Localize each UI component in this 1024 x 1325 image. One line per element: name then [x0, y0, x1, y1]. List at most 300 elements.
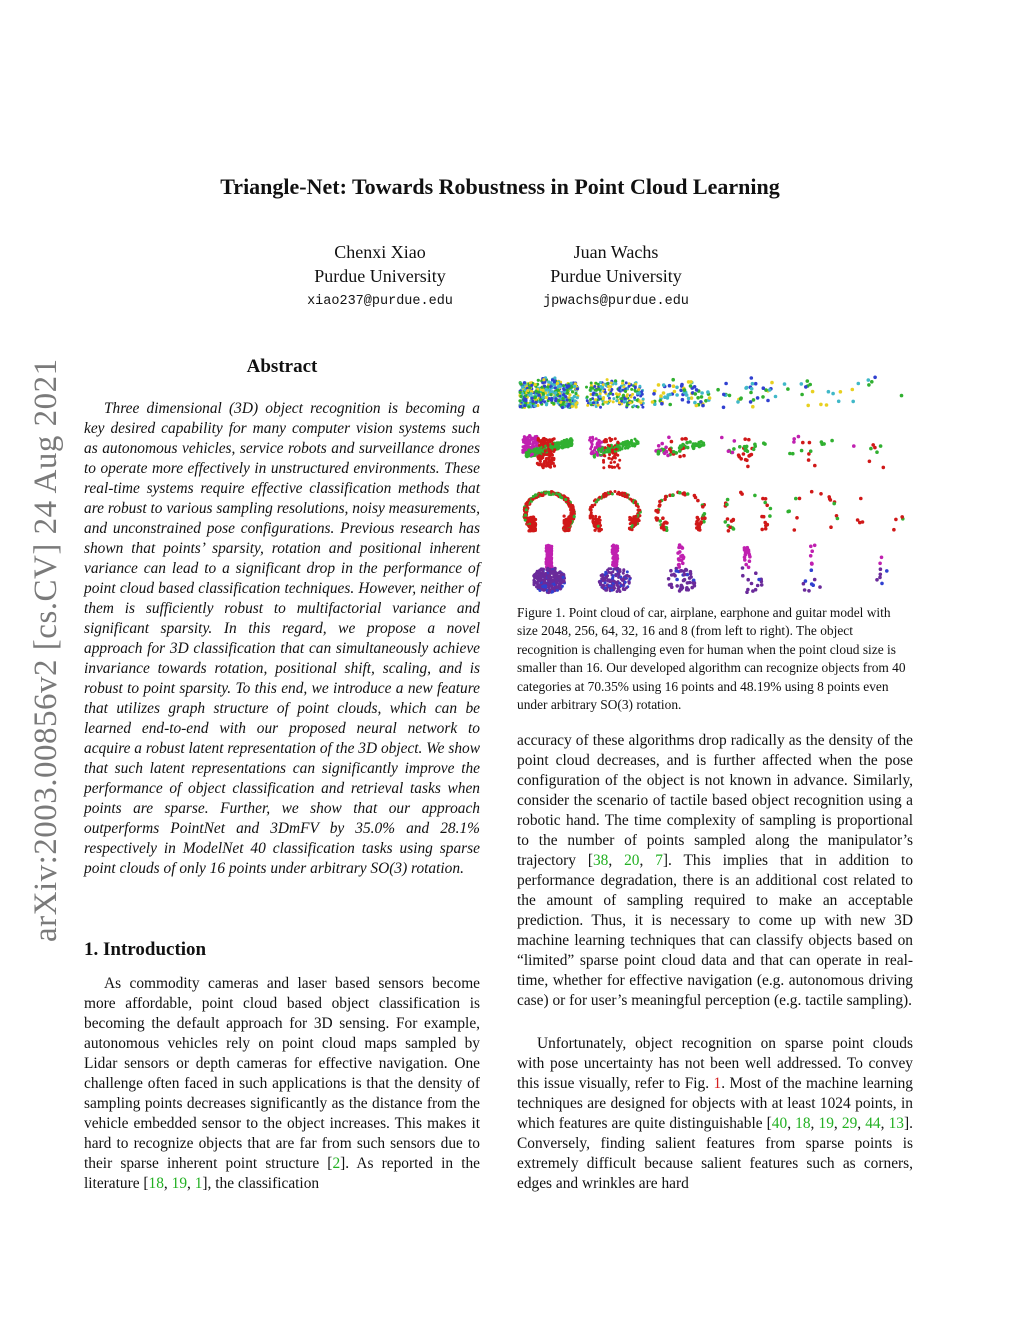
point [765, 504, 769, 508]
point [747, 550, 751, 554]
point [689, 570, 693, 574]
point-cloud-guitar-32 [741, 546, 764, 594]
point-cloud-airplane-16 [788, 435, 834, 468]
point [561, 585, 564, 588]
point [811, 390, 815, 394]
point [871, 443, 875, 447]
point [568, 443, 571, 446]
point [836, 517, 840, 521]
point [608, 397, 611, 400]
point [701, 404, 705, 408]
point [595, 437, 598, 440]
point [739, 457, 743, 461]
point [634, 386, 637, 389]
point [618, 393, 621, 396]
point [693, 401, 697, 405]
point [634, 501, 637, 504]
point [525, 451, 528, 454]
citation-link[interactable]: 18 [795, 1115, 811, 1132]
point [539, 463, 542, 466]
point [551, 457, 554, 460]
point [608, 388, 611, 391]
point [762, 386, 766, 390]
point [663, 452, 667, 456]
point [553, 445, 556, 448]
point [566, 439, 569, 442]
point [534, 442, 537, 445]
point [568, 517, 571, 520]
point [618, 573, 621, 576]
author-email[interactable]: jpwachs@purdue.edu [543, 294, 689, 309]
point [751, 589, 755, 593]
point [542, 389, 545, 392]
figure-reference-link[interactable]: 1 [713, 1075, 722, 1092]
point [621, 382, 624, 385]
point [608, 567, 611, 570]
point [733, 439, 737, 443]
point [519, 395, 522, 398]
point [809, 449, 813, 453]
point [551, 571, 554, 574]
citation-link[interactable]: 38 [592, 852, 609, 869]
point [603, 454, 606, 457]
point [642, 398, 645, 401]
point [722, 393, 726, 397]
point [697, 522, 701, 526]
point [744, 386, 748, 390]
point [677, 563, 681, 567]
point-cloud-earphone-16 [786, 490, 839, 532]
point [727, 529, 731, 533]
point [561, 446, 564, 449]
citation-link[interactable]: 1 [194, 1175, 203, 1192]
point [616, 581, 619, 584]
point [604, 446, 607, 449]
point [545, 547, 548, 550]
point [672, 384, 676, 388]
point [541, 585, 544, 588]
point [628, 401, 631, 404]
citation-link[interactable]: 13 [888, 1115, 904, 1132]
point [545, 402, 548, 405]
point [660, 402, 664, 406]
point [615, 448, 618, 451]
point [747, 566, 751, 570]
point [553, 380, 556, 383]
point [546, 567, 549, 570]
point [626, 393, 629, 396]
point-cloud-earphone-256 [589, 490, 642, 532]
point [529, 449, 532, 452]
point [559, 587, 562, 590]
point-cloud-airplane-256 [588, 436, 640, 470]
point-cloud-airplane-8 [852, 443, 885, 469]
point [651, 400, 655, 404]
point [625, 586, 628, 589]
point [657, 450, 661, 454]
point [868, 460, 872, 464]
point [593, 455, 596, 458]
point [609, 399, 612, 402]
point [535, 451, 538, 454]
point-cloud-car-16 [783, 379, 843, 407]
point [657, 383, 661, 387]
point [552, 493, 555, 496]
point [523, 381, 526, 384]
citation-link[interactable]: 20 [624, 852, 640, 869]
point [623, 578, 626, 581]
point [622, 385, 625, 388]
point [540, 442, 543, 445]
point [591, 450, 594, 453]
point [633, 515, 636, 518]
point [612, 544, 615, 547]
point [761, 395, 765, 399]
point [677, 546, 681, 550]
point [819, 492, 823, 496]
point [688, 440, 692, 444]
point [554, 572, 557, 575]
point [519, 391, 522, 394]
author-name: Chenxi Xiao [334, 242, 426, 262]
point [544, 491, 547, 494]
point [537, 437, 540, 440]
point [624, 494, 627, 497]
point [768, 514, 772, 518]
point [603, 440, 606, 443]
point [743, 548, 747, 552]
point [658, 500, 662, 504]
point-cloud-earphone-8 [856, 497, 905, 532]
point [806, 379, 810, 383]
point [558, 446, 561, 449]
point [809, 554, 813, 558]
point [586, 404, 589, 407]
point [725, 503, 729, 507]
point [616, 587, 619, 590]
point [673, 574, 677, 578]
point [552, 402, 555, 405]
point [641, 393, 644, 396]
point [531, 438, 534, 441]
point [598, 447, 601, 450]
point [595, 451, 598, 454]
point [681, 398, 685, 402]
point [543, 581, 546, 584]
point [518, 399, 521, 402]
point [608, 444, 611, 447]
point [683, 573, 687, 577]
point [764, 524, 768, 528]
point [549, 449, 552, 452]
point [531, 453, 534, 456]
point [525, 502, 528, 505]
point [837, 400, 841, 404]
point-cloud-earphone-2048 [523, 490, 576, 532]
point [572, 511, 575, 514]
point [610, 382, 613, 385]
point [856, 518, 860, 522]
point [689, 384, 693, 388]
point [560, 580, 563, 583]
point [743, 437, 747, 441]
point [541, 571, 544, 574]
point [534, 396, 537, 399]
point [708, 396, 712, 400]
point [614, 563, 617, 566]
point [618, 459, 621, 462]
point [571, 390, 574, 393]
point [571, 397, 574, 400]
point [568, 393, 571, 396]
point [570, 382, 573, 385]
point [592, 392, 595, 395]
point [614, 437, 617, 440]
point [549, 381, 552, 384]
point [589, 515, 592, 518]
point [522, 438, 525, 441]
point [607, 571, 610, 574]
point [743, 558, 747, 562]
point [533, 581, 536, 584]
point [599, 406, 602, 409]
point [567, 502, 570, 505]
point [593, 385, 596, 388]
point [537, 379, 540, 382]
point [685, 586, 689, 590]
point [687, 397, 691, 401]
point [879, 573, 883, 577]
point [549, 554, 552, 557]
point [598, 580, 601, 583]
point [562, 393, 565, 396]
point [633, 442, 636, 445]
point [589, 389, 592, 392]
point [829, 525, 833, 529]
point [567, 385, 570, 388]
point [830, 439, 834, 443]
point [601, 574, 604, 577]
point-cloud-earphone-64 [654, 491, 706, 533]
citation-link[interactable]: 40 [771, 1115, 788, 1132]
point [606, 382, 609, 385]
point [774, 395, 778, 399]
point [612, 574, 615, 577]
point [547, 558, 550, 561]
point [586, 396, 589, 399]
point [693, 494, 697, 498]
point [675, 578, 679, 582]
point [550, 398, 553, 401]
point [684, 437, 688, 441]
point [748, 559, 752, 563]
point [668, 393, 672, 397]
figure-1-caption: Figure 1. Point cloud of car, airplane, earphone and guitar model with size 2048, 256, 64, 32, 16 and 8 (from left to right). The object recognition is challenging even for human when the point cloud size is smaller than 16. Our developed algorithm can recognize objects from 40 categories at 70.35% using 16 points and 48.19% using 8 points even under arbitrary SO(3) rotation. [517, 605, 906, 713]
point [672, 450, 676, 454]
point [727, 449, 731, 453]
point [879, 444, 883, 448]
point [742, 452, 746, 456]
point [609, 392, 612, 395]
point [885, 569, 889, 573]
point [670, 440, 674, 444]
point [532, 527, 535, 530]
point [794, 497, 798, 501]
point [526, 445, 529, 448]
point [756, 584, 760, 588]
point [641, 406, 644, 409]
point [839, 390, 843, 394]
point [572, 506, 575, 509]
point [574, 392, 577, 395]
point [613, 580, 616, 583]
point [557, 399, 560, 402]
abstract-heading: Abstract [246, 356, 318, 377]
point [819, 403, 823, 407]
citation-link[interactable]: 44 [865, 1115, 881, 1132]
point [611, 564, 614, 567]
point [675, 584, 679, 588]
citation-link[interactable]: 19 [818, 1115, 834, 1132]
point [542, 393, 545, 396]
point [616, 444, 619, 447]
point [536, 447, 539, 450]
point [590, 505, 593, 508]
point [682, 570, 686, 574]
point [521, 386, 524, 389]
point [669, 569, 673, 573]
point [618, 569, 621, 572]
point [762, 441, 766, 445]
point [633, 404, 636, 407]
point [681, 562, 685, 566]
point-cloud-guitar-256 [598, 544, 632, 593]
point [618, 386, 621, 389]
citation-link[interactable]: 18 [148, 1175, 164, 1192]
point [538, 573, 541, 576]
point [808, 441, 812, 445]
point [597, 404, 600, 407]
point [792, 437, 796, 441]
point [680, 383, 684, 387]
point [637, 388, 640, 391]
citation-link[interactable]: 2 [332, 1155, 341, 1172]
point [787, 509, 791, 513]
point [612, 560, 615, 563]
point [605, 589, 608, 592]
point [667, 436, 671, 440]
point [800, 382, 804, 386]
point [741, 574, 745, 578]
point [685, 441, 689, 445]
point [682, 555, 686, 559]
point [661, 526, 665, 530]
point [603, 579, 606, 582]
point [691, 581, 695, 585]
citation-link[interactable]: 29 [841, 1115, 858, 1132]
point [611, 493, 614, 496]
point [894, 518, 898, 522]
point [720, 436, 724, 440]
point [825, 403, 829, 407]
point [575, 401, 578, 404]
point [619, 590, 622, 593]
point [900, 394, 904, 398]
point [807, 589, 811, 593]
figure-1-image [517, 366, 913, 600]
point [696, 499, 700, 503]
point [630, 388, 633, 391]
point [678, 455, 682, 459]
intro-paragraph-1-continued: accuracy of these algorithms drop radically as the density of the point cloud decreases, and is further affected when the pose configuration of the object is not known in advance. Similarly, consider the scenario of tactile based object recognition using a robotic hand. The time complexity of sampling is proportional to the number of points sampled along the manipulator’s trajectory [38, 20, 7]. This implies that in addition to performance degradation, there is an additional cost related to the amount of sampling required to make an acceptable prediction. Thus, it is necessary to come up with new 3D machine learning techniques that can classify objects based on “limited” sparse point cloud data and that can operate in real-time, whether for effective navigation (e.g. autonomous driving case) or for user’s meaningful perception (e.g. tactile sampling). [517, 732, 914, 1009]
point [524, 399, 527, 402]
author-email[interactable]: xiao237@purdue.edu [307, 294, 453, 309]
point [832, 502, 836, 506]
point-cloud-guitar-2048 [532, 544, 566, 594]
point [760, 528, 764, 532]
point [728, 526, 732, 530]
point [659, 394, 663, 398]
point-cloud-airplane-32 [720, 436, 767, 469]
point [668, 448, 672, 452]
point [604, 571, 607, 574]
point [530, 392, 533, 395]
citation-link[interactable]: 7 [655, 852, 663, 869]
point [607, 394, 610, 397]
point [634, 524, 637, 527]
point [527, 405, 530, 408]
point [786, 387, 790, 391]
point [671, 493, 675, 497]
point [654, 516, 658, 520]
point [791, 452, 795, 456]
point [530, 446, 533, 449]
point [597, 498, 600, 501]
point [537, 457, 540, 460]
point [606, 378, 609, 381]
point [568, 399, 571, 402]
point [634, 390, 637, 393]
point [586, 399, 589, 402]
point [556, 382, 559, 385]
point [608, 453, 611, 456]
point [739, 397, 743, 401]
point [527, 529, 530, 532]
point [706, 390, 710, 394]
citation-link[interactable]: 19 [171, 1175, 188, 1192]
point [654, 509, 658, 513]
point-cloud-guitar-64 [667, 543, 696, 592]
point [663, 498, 667, 502]
point [562, 397, 565, 400]
point [611, 577, 614, 580]
point [638, 385, 641, 388]
point [533, 573, 536, 576]
point [629, 516, 632, 519]
point [726, 517, 730, 521]
point [688, 581, 692, 585]
point [740, 492, 744, 496]
point [726, 498, 730, 502]
point [590, 508, 593, 511]
point [722, 406, 726, 410]
point [554, 386, 557, 389]
point [852, 444, 856, 448]
point [573, 385, 576, 388]
point [594, 398, 597, 401]
point [545, 388, 548, 391]
point [701, 505, 705, 509]
